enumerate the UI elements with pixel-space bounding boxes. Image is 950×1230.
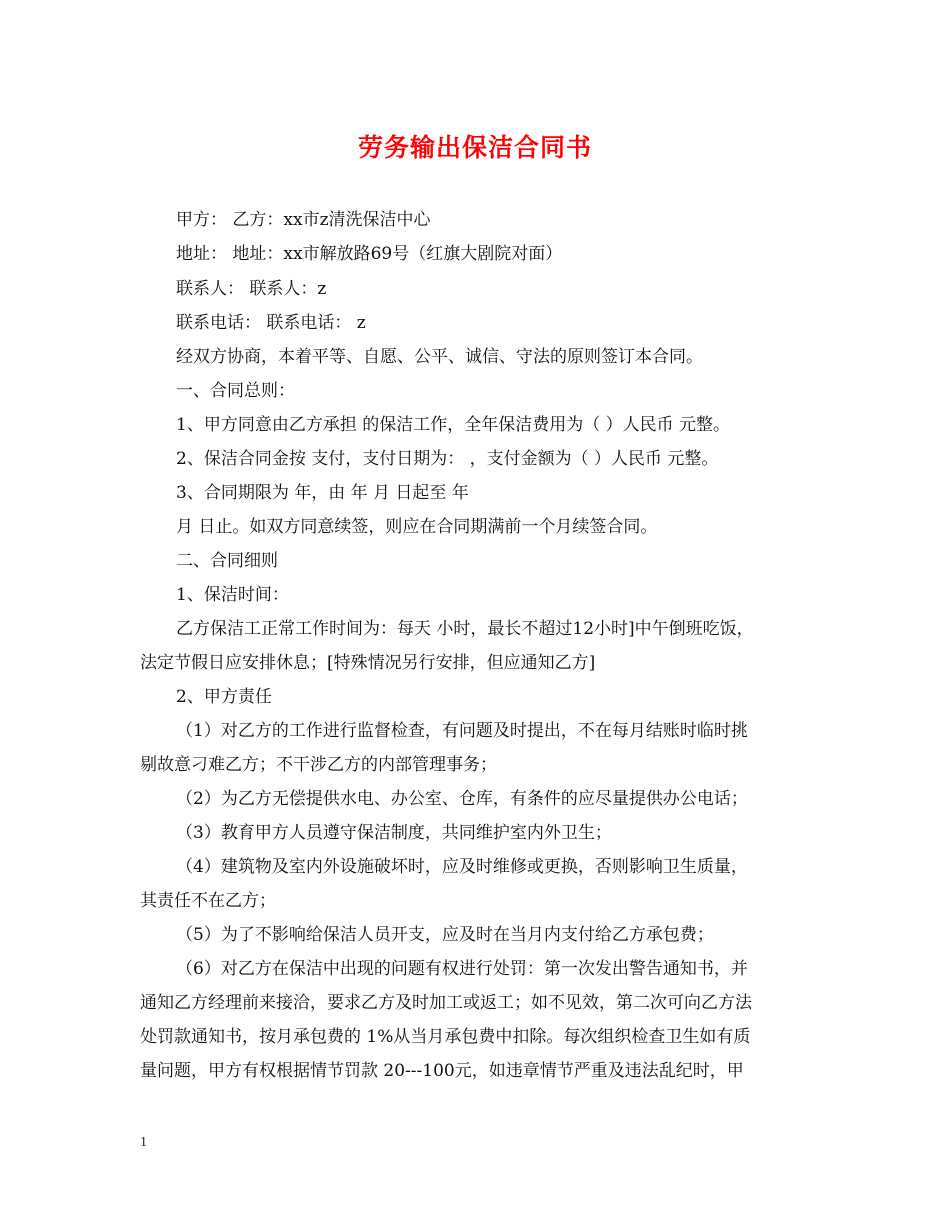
paragraph-line: （5）为了不影响给保洁人员开支，应及时在当月内支付给乙方承包费； [176, 925, 714, 945]
paragraph-line: （1）对乙方的工作进行监督检查，有问题及时提出，不在每月结账时临时挑 [176, 721, 748, 741]
subsection-heading: 1、保洁时间： [176, 585, 289, 605]
contact-line: 联系人： 联系人：z [176, 279, 327, 299]
page-number: 1 [140, 1135, 147, 1150]
paragraph-line: 法定节假日应安排休息；[特殊情况另行安排，但应通知乙方] [140, 653, 596, 673]
paragraph-line: 2、保洁合同金按 支付，支付日期为： ，支付金额为（ ）人民币 元整。 [176, 449, 719, 469]
section-heading: 二、合同细则 [176, 551, 278, 571]
paragraph-line: 月 日止。如双方同意续签，则应在合同期满前一个月续签合同。 [176, 517, 658, 537]
paragraph-line: （3）教育甲方人员遵守保洁制度，共同维护室内外卫生； [176, 823, 612, 843]
paragraph-line: 剔故意刁难乙方；不干涉乙方的内部管理事务； [140, 755, 497, 775]
party-line: 甲方： 乙方：xx市z清洗保洁中心 [176, 210, 431, 230]
document-title: 劳务输出保洁合同书 [357, 133, 592, 162]
address-line: 地址： 地址：xx市解放路69号（红旗大剧院对面） [176, 244, 563, 264]
paragraph-line: （4）建筑物及室内外设施破坏时，应及时维修或更换，否则影响卫生质量， [176, 857, 748, 877]
paragraph-line: 量问题，甲方有权根据情节罚款 20---100元，如违章情节严重及违法乱纪时，甲 [140, 1061, 744, 1081]
paragraph-line: （6）对乙方在保洁中出现的问题有权进行处罚：第一次发出警告通知书，并 [176, 959, 748, 979]
subsection-heading: 2、甲方责任 [176, 687, 272, 707]
paragraph-line: 通知乙方经理前来接洽，要求乙方及时加工或返工；如不见效，第二次可向乙方法 [140, 993, 752, 1013]
paragraph-line: 3、合同期限为 年，由 年 月 日起至 年 [176, 483, 469, 503]
paragraph-line: 1、甲方同意由乙方承担 的保洁工作，全年保洁费用为（ ）人民币 元整。 [176, 415, 731, 435]
paragraph-line: 处罚款通知书，按月承包费的 1%从当月承包费中扣除。每次组织检查卫生如有质 [140, 1027, 751, 1047]
paragraph-line: 乙方保洁工正常工作时间为：每天 小时，最长不超过12小时]中午倒班吃饭， [176, 619, 754, 639]
phone-line: 联系电话： 联系电话： z [176, 313, 366, 333]
paragraph-line: 经双方协商，本着平等、自愿、公平、诚信、守法的原则签订本合同。 [176, 347, 703, 367]
paragraph-line: （2）为乙方无偿提供水电、办公室、仓库，有条件的应尽量提供办公电话； [176, 789, 748, 809]
section-heading: 一、合同总则： [176, 381, 295, 401]
paragraph-line: 其责任不在乙方； [140, 891, 276, 911]
